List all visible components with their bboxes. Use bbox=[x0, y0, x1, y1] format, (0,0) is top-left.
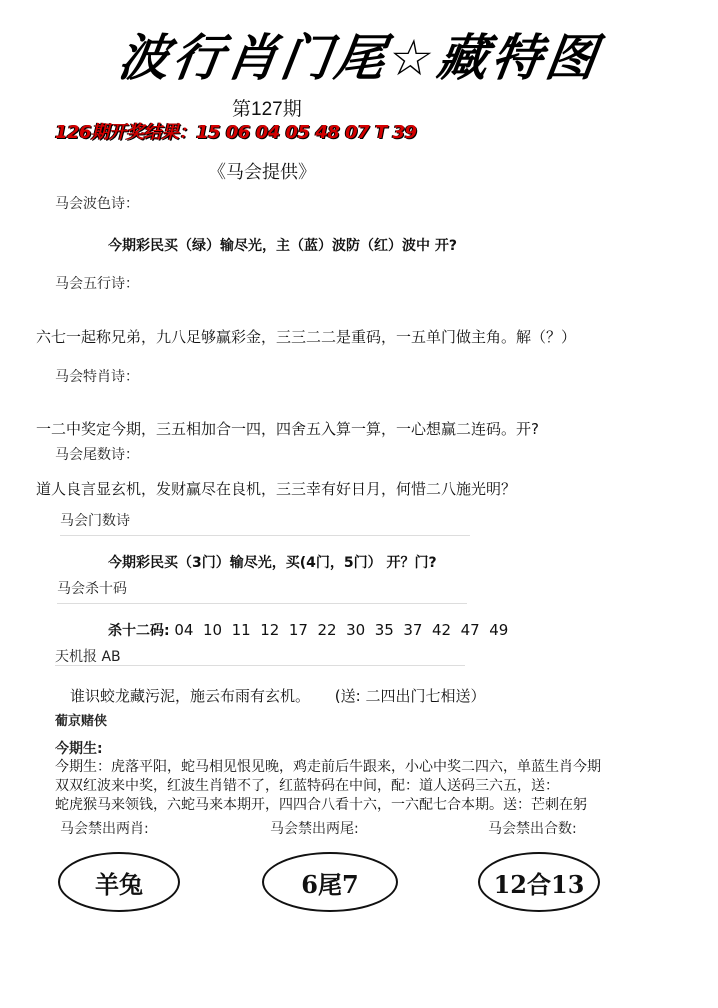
ban-sum-label: 马会禁出合数: bbox=[488, 821, 577, 837]
previous-result: 126期开奖结果：15 06 04 05 48 07 T 39 bbox=[55, 122, 417, 143]
tail-poem-label: 马会尾数诗： bbox=[55, 447, 139, 463]
wave-poem-label: 马会波色诗： bbox=[55, 196, 139, 212]
zodiac-poem-label: 马会特肖诗： bbox=[55, 369, 139, 385]
ban-zodiac-oval bbox=[58, 852, 180, 912]
ban-sum-oval bbox=[478, 852, 600, 912]
ban-tail-value: 6尾7 bbox=[301, 869, 359, 899]
tianji-send: (送: 二四出门七相送） bbox=[334, 687, 486, 705]
tail-poem-text: 道人良言显玄机，发财赢尽在良机，三三幸有好日月，何惜二八施光明？ bbox=[36, 480, 517, 498]
today-line-3: 蛇虎猴马来领钱，六蛇马来本期开，四四合八看十六，一六配七合本期。送：芒刺在躬 bbox=[55, 797, 587, 813]
ban-sum-value: 12合13 bbox=[493, 869, 585, 899]
today-label: 今期生: bbox=[55, 741, 103, 757]
today-line-1: 今期生：虎落平阳，蛇马相见恨见晚，鸡走前后牛跟来，小心中奖二四六，单蓝生肖今期 bbox=[55, 759, 601, 775]
kill-numbers-label: 马会杀十码 bbox=[57, 581, 127, 597]
ban-zodiac-value: 羊兔 bbox=[95, 869, 143, 899]
ban-tail-oval bbox=[262, 852, 398, 912]
macau-gambler-label: 葡京赌侠 bbox=[55, 714, 108, 729]
wave-poem-text: 今期彩民买（绿）输尽光，主（蓝）波防（红）波中 开? bbox=[108, 238, 457, 254]
provider-label: 《马会提供》 bbox=[208, 162, 316, 183]
kill-numbers-prefix: 杀十二码: bbox=[108, 623, 170, 639]
issue-number: 第127期 bbox=[232, 99, 302, 120]
tianji-text: 谁识蛟龙藏污泥，施云布雨有玄机。 bbox=[70, 687, 311, 705]
zodiac-poem-text: 一二中奖定今期，三五相加合一四，四舍五入算一算，一心想赢二连码。开? bbox=[36, 420, 539, 438]
five-elements-text: 六七一起称兄弟，九八足够赢彩金，三三二二是重码，一五单门做主角。解（？） bbox=[36, 328, 577, 346]
divider bbox=[55, 665, 465, 666]
ban-zodiac-label: 马会禁出两肖: bbox=[60, 821, 149, 837]
divider bbox=[57, 603, 467, 604]
door-poem-text: 今期彩民买（3门）输尽光，买(4门，5门） 开？门? bbox=[108, 555, 437, 571]
tianji-text-row bbox=[70, 685, 485, 706]
tianji-label: 天机报 AB bbox=[55, 649, 121, 665]
ban-tail-label: 马会禁出两尾: bbox=[270, 821, 359, 837]
five-elements-label: 马会五行诗： bbox=[55, 276, 139, 292]
kill-numbers-list: 04 10 11 12 17 22 30 35 37 42 47 49 bbox=[174, 621, 509, 639]
door-poem-label: 马会门数诗 bbox=[60, 513, 130, 529]
divider bbox=[60, 535, 470, 536]
kill-numbers-row bbox=[108, 620, 508, 640]
page-title: 波行肖门尾☆藏特图 bbox=[114, 29, 604, 87]
today-line-2: 双双红波来中奖，红波生肖错不了，红蓝特码在中间，配：道人送码三六五，送： bbox=[55, 778, 559, 794]
